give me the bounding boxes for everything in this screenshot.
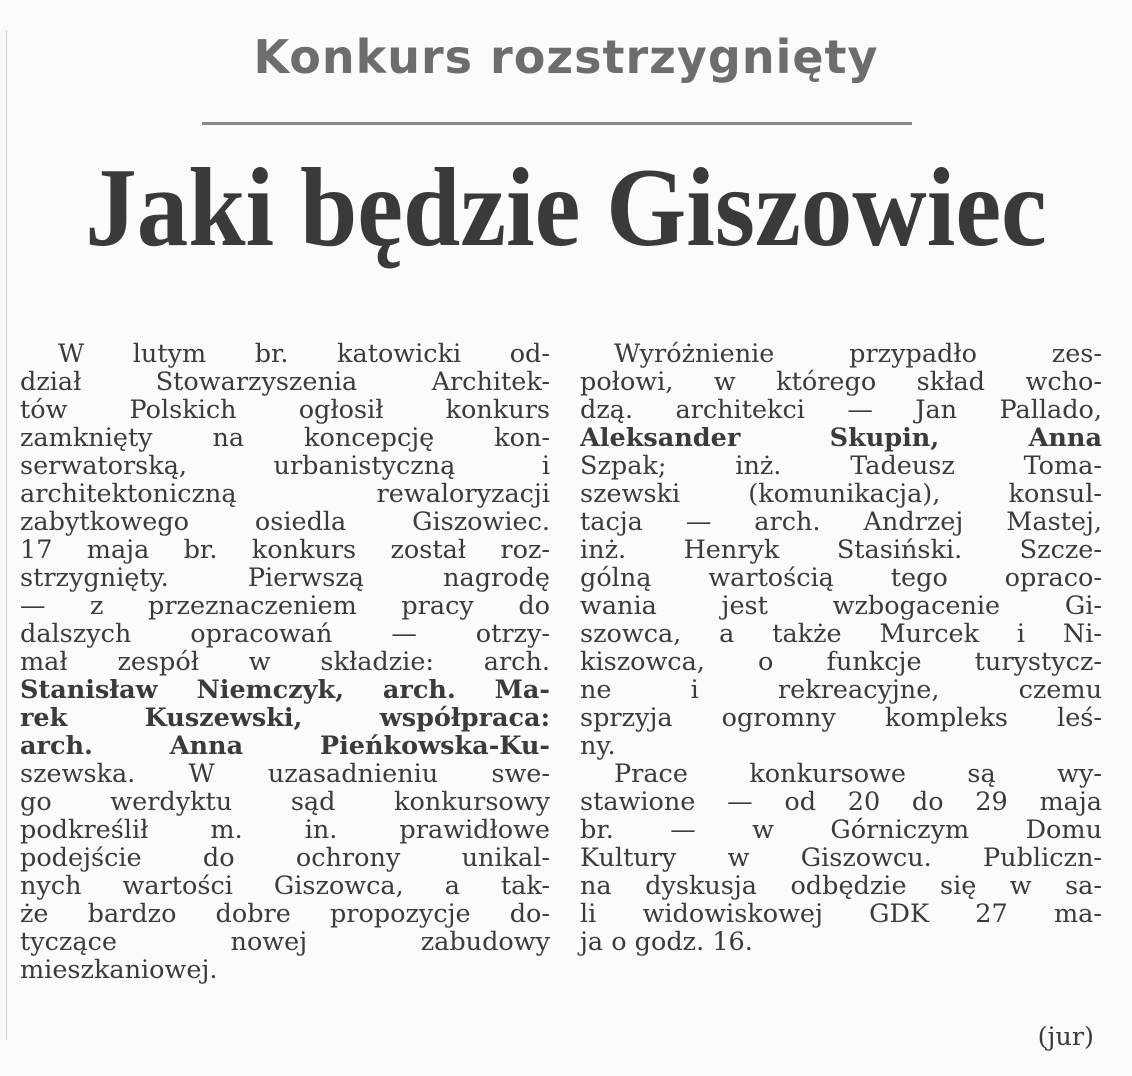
- body-line: szewska. W uzasadnieniu swe-: [20, 759, 550, 789]
- body-line: strzygnięty. Pierwszą nagrodę: [20, 563, 550, 593]
- body-line: tyczące nowej zabudowy: [20, 927, 550, 957]
- body-line: stawione — od 20 do 29 maja: [580, 787, 1102, 817]
- body-line: br. — w Górniczym Domu: [580, 815, 1102, 845]
- body-line: na dyskusja odbędzie się w sa-: [580, 871, 1102, 901]
- body-line: tacja — arch. Andrzej Mastej,: [580, 507, 1102, 537]
- body-line: nych wartości Giszowca, a tak-: [20, 871, 550, 901]
- article-headline: Jaki będzie Giszowiec: [85, 146, 1047, 270]
- body-line: połowi, w którego skład wcho-: [580, 367, 1102, 397]
- body-line: kiszowca, o funkcje turystycz-: [580, 647, 1102, 677]
- body-line: Kultury w Giszowcu. Publiczn-: [580, 843, 1102, 873]
- body-line: gólną wartością tego opraco-: [580, 563, 1102, 593]
- body-line: Stanisław Niemczyk, arch. Ma-: [20, 675, 550, 705]
- body-line: Wyróżnienie przypadło zes-: [614, 339, 1102, 369]
- body-line: 17 maja br. konkurs został roz-: [20, 535, 550, 565]
- body-line: Prace konkursowe są wy-: [614, 759, 1102, 789]
- body-line: szewski (komunikacja), konsul-: [580, 479, 1102, 509]
- article-kicker: Konkurs rozstrzygnięty: [253, 30, 879, 84]
- body-line: zabytkowego osiedla Giszowiec.: [20, 507, 550, 537]
- body-line: zamknięty na koncepcję kon-: [20, 423, 550, 453]
- body-line: arch. Anna Pieńkowska-Ku-: [20, 731, 550, 761]
- body-line: że bardzo dobre propozycje do-: [20, 899, 550, 929]
- body-line: ne i rekreacyjne, czemu: [580, 675, 1102, 705]
- body-line: dział Stowarzyszenia Architek-: [20, 367, 550, 397]
- body-line: inż. Henryk Stasiński. Szcze-: [580, 535, 1102, 565]
- body-line: go werdyktu sąd konkursowy: [20, 787, 550, 817]
- body-line: podkreślił m. in. prawidłowe: [20, 815, 550, 845]
- body-line: sprzyja ogromny kompleks leś-: [580, 703, 1102, 733]
- author-signature: (jur): [1037, 1022, 1094, 1052]
- body-line: ja o godz. 16.: [580, 927, 753, 957]
- article-left-column: [20, 340, 550, 984]
- body-line: szowca, a także Murcek i Ni-: [580, 619, 1102, 649]
- body-line: li widowiskowej GDK 27 ma-: [580, 899, 1102, 929]
- body-line: — z przeznaczeniem pracy do: [20, 591, 550, 621]
- body-line: Szpak; inż. Tadeusz Toma-: [580, 451, 1102, 481]
- page-edge-line: [6, 30, 7, 1040]
- body-line: podejście do ochrony unikal-: [20, 843, 550, 873]
- body-line: rek Kuszewski, współpraca:: [20, 703, 550, 733]
- kicker-rule: [202, 122, 912, 125]
- body-line: tów Polskich ogłosił konkurs: [20, 395, 550, 425]
- body-line: architektoniczną rewaloryzacji: [20, 479, 550, 509]
- body-line: Aleksander Skupin, Anna: [580, 423, 1102, 453]
- body-line: serwatorską, urbanistyczną i: [20, 451, 550, 481]
- body-line: wania jest wzbogacenie Gi-: [580, 591, 1102, 621]
- body-line: dzą. architekci — Jan Pallado,: [580, 395, 1102, 425]
- body-line: mieszkaniowej.: [20, 955, 218, 985]
- article-right-column: [580, 340, 1102, 956]
- body-line: ny.: [580, 731, 616, 761]
- body-line: dalszych opracowań — otrzy-: [20, 619, 550, 649]
- body-line: W lutym br. katowicki od-: [58, 339, 550, 369]
- body-line: mał zespół w składzie: arch.: [20, 647, 550, 677]
